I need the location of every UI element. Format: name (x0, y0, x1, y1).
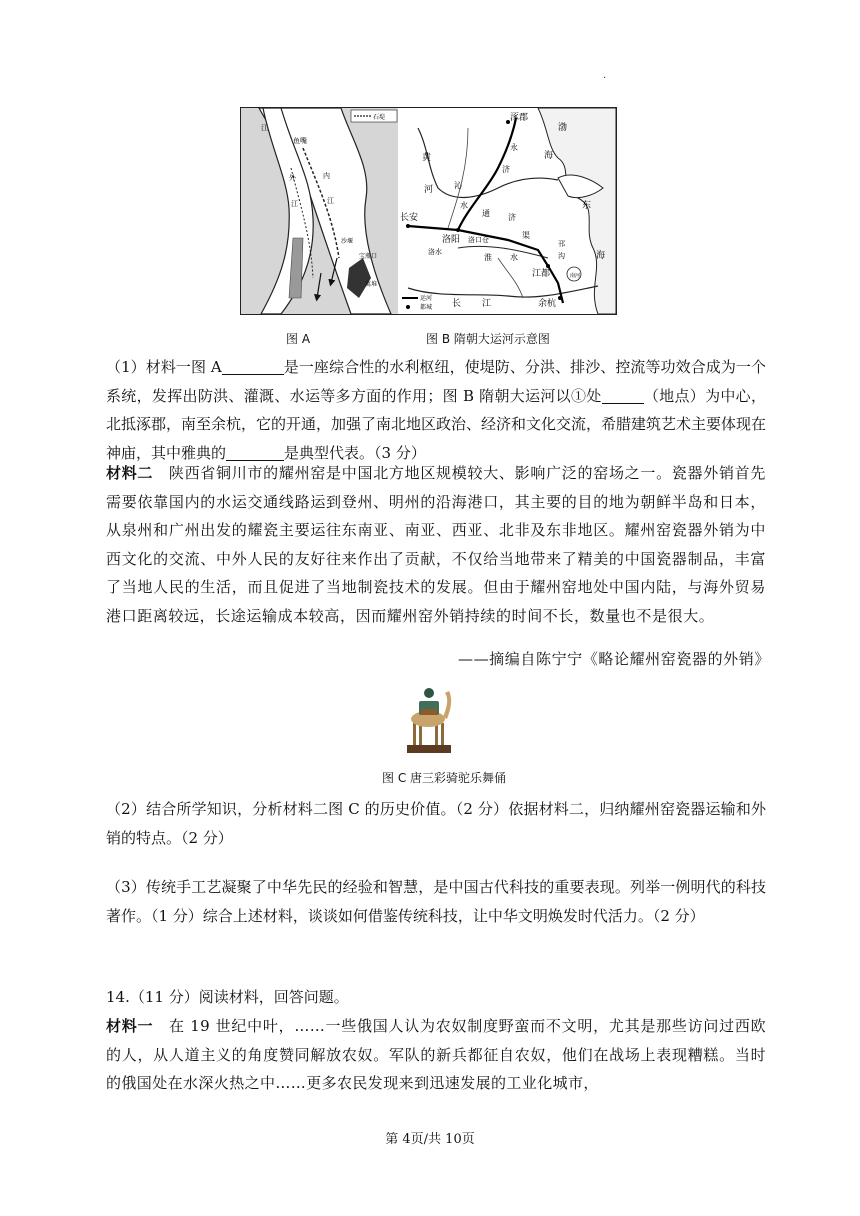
fig-b-he: 河 (424, 185, 434, 195)
page-footer: 第 4页/共 10页 (385, 1132, 475, 1147)
fig-b-yuhang: 余杭 (538, 299, 557, 309)
figure-a-svg (241, 108, 399, 314)
figure-c-caption: 图 C 唐三彩骑驼乐舞俑 (382, 771, 507, 785)
question-14-heading: 14.（11 分）阅读材料，回答问题。 (106, 988, 349, 1006)
fig-b-hanjiang2: 沟 (558, 252, 565, 260)
question-1-part2: 是一座综合性的水利枢纽，使堤防、分洪、排沙、控流等功效合成为一个系统，发挥出防洪、灌溉、水运等多方面的作用；图 B 隋朝大运河以①处 (106, 358, 766, 405)
fig-b-legend2: 都城 (420, 304, 433, 311)
fig-b-huai: 淮 (484, 253, 492, 262)
fig-b-ji1: 济 (502, 165, 510, 174)
question-1-part1: （1）材料一图 A (106, 358, 222, 376)
figure-b-map (398, 107, 617, 315)
fig-b-yong: 永 (510, 143, 518, 152)
figure-a-caption: 图 A (286, 332, 311, 346)
fig-a-label-jiang2: 江 (291, 200, 298, 208)
figure-a-map (240, 107, 400, 315)
fig-b-huang: 黄 (422, 153, 432, 163)
material-1-label: 材料一 (106, 1017, 154, 1035)
fig-b-hanjiang1: 邗 (558, 240, 565, 248)
question-1-part3: （地点）为中心，北抵涿郡，南至余杭，它的开通，加强了南北地区政治、经济和文化交流，希腊建筑艺术主要体现在神庙，其中雅典的 (106, 386, 767, 462)
fig-b-zhuojun: 涿郡 (510, 113, 529, 123)
fig-b-hai: 海 (596, 251, 606, 261)
fig-b-luoshui: 洛水 (428, 248, 442, 256)
fig-b-qu: 渠 (522, 231, 530, 240)
figure-b-caption: 图 B 隋朝大运河示意图 (426, 332, 550, 346)
fig-b-chang: 长 (452, 299, 462, 309)
material-2-label: 材料二 (106, 464, 154, 482)
question-3: （3）传统手工艺凝聚了中华先民的经验和智慧，是中国古代科技的重要表现。列举一例明代的科技著作。（1 分）综合上述材料，谈谈如何借鉴传统科技，让中华文明焕发时代活力。（2 分） (106, 878, 766, 925)
fig-a-label-nei: 内 (323, 172, 330, 180)
material-2 (106, 459, 766, 630)
header-dot: . (603, 70, 607, 81)
question-14-material-1 (106, 1012, 766, 1098)
fig-b-changan: 长安 (400, 213, 419, 223)
fig-b-legend1: 运河 (420, 295, 433, 302)
fig-b-jiangdu: 江都 (532, 269, 551, 279)
fig-b-luoyang: 洛阳 (442, 235, 461, 245)
fig-b-ji2: 济 (508, 213, 516, 222)
fig-a-label-liduidui: 离堆 (365, 281, 378, 288)
answer-blank-2[interactable] (602, 387, 644, 404)
fig-b-shui2: 水 (510, 253, 518, 262)
fig-a-label-wai: 外 (289, 174, 296, 182)
figure-c-image (405, 683, 453, 755)
fig-b-bohai1: 渤 (558, 123, 568, 133)
fig-b-jiang: 江 (482, 299, 492, 309)
fig-b-dong: 东 (582, 201, 592, 211)
fig-a-label-jiang3: 江 (327, 197, 334, 205)
fig-b-bohai2: 海 (544, 151, 554, 161)
material-2-source: ——摘编自陈宁宁《略论耀州窑瓷器的外销》 (457, 650, 770, 668)
answer-blank-3[interactable] (226, 444, 284, 461)
question-1 (106, 353, 766, 467)
material-2-text: 陕西省铜川市的耀州窑是中国北方地区规模较大、影响广泛的窑场之一。瓷器外销首先需要依靠国内的水运交通线路运到登州、明州的沿海港口，其主要的目的地为朝鲜半岛和日本，从泉州和广州出发的耀瓷主要运往东南亚、南亚、西亚、北非及东非地区。耀州窑瓷器外销为中西文化的交流、中外人民的友好往来作出了贡献，不仅给当地带来了精美的中国瓷器制品，丰富了当地人民的生活，而且促进了当地制瓷技术的发展。但由于耀州窑地处中国内陆，与海外贸易港口距离较远，长途运输成本较高，因而耀州窑外销持续的时间不长，数量也不是很大。 (106, 464, 766, 625)
fig-a-label-jiang1: 江 (261, 124, 268, 132)
fig-b-tong: 通 (482, 209, 490, 218)
fig-a-label-yuzui: 鱼嘴 (293, 137, 307, 145)
question-1-part4: 是典型代表。（3 分） (284, 443, 426, 462)
fig-b-shui1: 水 (460, 201, 468, 210)
answer-blank-1[interactable] (222, 358, 284, 375)
fig-b-luokoucang: 洛口仓 (468, 236, 489, 244)
fig-a-label-baopingkou: 宝瓶口 (359, 253, 378, 260)
fig-a-label-shahe: 沙堰 (341, 238, 354, 245)
fig-a-legend: 石堤 (373, 114, 386, 121)
material-1-text: 在 19 世纪中叶，……一些俄国人认为农奴制度野蛮而不文明，尤其是那些访问过西欧的人，从人道主义的角度赞同解放农奴。军队的新兵都征自农奴，他们在战场上表现糟糕。当时的俄国处在水深火热之中……更多农民发现来到迅速发展的工业化城市， (106, 1017, 766, 1092)
camel-figurine-icon (405, 683, 453, 755)
fig-b-nanhe: 南河 (570, 273, 581, 279)
fig-b-qin: 沁 (454, 181, 462, 190)
figure-b-svg (398, 108, 616, 314)
question-2: （2）结合所学知识，分析材料二图 C 的历史价值。（2 分）依据材料二，归纳耀州窑瓷器运输和外销的特点。（2 分） (106, 800, 766, 847)
